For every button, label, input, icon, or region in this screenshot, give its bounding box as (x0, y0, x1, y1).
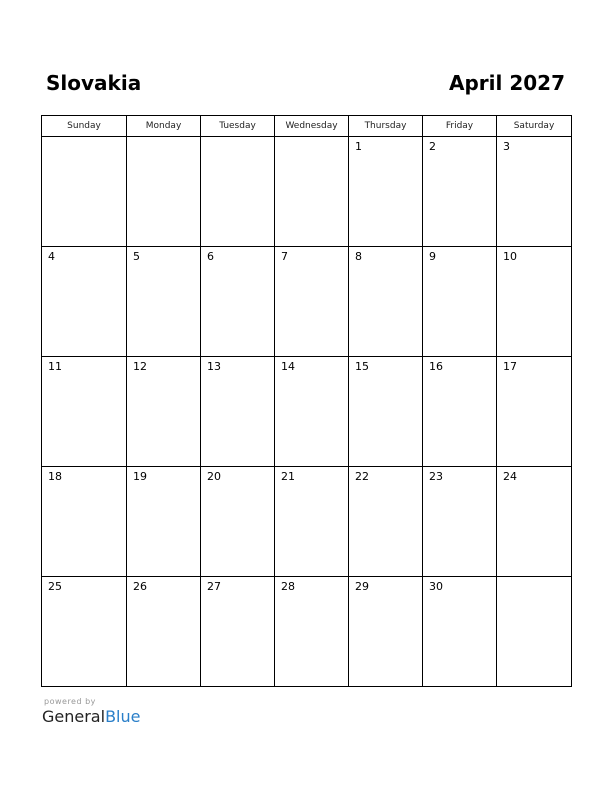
day-cell (201, 577, 275, 687)
day-number: 29 (355, 580, 369, 593)
day-number: 1 (355, 140, 362, 153)
weekday-header: Thursday (349, 116, 423, 137)
day-cell (349, 137, 423, 247)
day-number: 25 (48, 580, 62, 593)
month-year-title: April 2027 (449, 71, 565, 95)
day-cell (275, 357, 349, 467)
weekday-header-row (42, 116, 572, 137)
day-cell (42, 137, 127, 247)
weekday-header: Monday (127, 116, 201, 137)
day-number (42, 137, 126, 140)
day-number: 16 (429, 360, 443, 373)
day-cell (42, 467, 127, 577)
day-cell (497, 137, 572, 247)
day-cell (423, 357, 497, 467)
day-cell (423, 137, 497, 247)
day-cell (497, 247, 572, 357)
weekday-header: Friday (423, 116, 497, 137)
weekday-header: Sunday (42, 116, 127, 137)
week-row (42, 467, 572, 577)
generalblue-logo (42, 707, 140, 726)
day-cell (497, 357, 572, 467)
day-number: 2 (429, 140, 436, 153)
day-number (201, 137, 274, 140)
day-number: 5 (133, 250, 140, 263)
day-number: 21 (281, 470, 295, 483)
weekday-header: Saturday (497, 116, 572, 137)
brand-blue: Blue (105, 707, 141, 726)
week-row (42, 577, 572, 687)
day-number: 10 (503, 250, 517, 263)
day-number: 12 (133, 360, 147, 373)
day-number: 15 (355, 360, 369, 373)
calendar-grid (41, 115, 572, 687)
day-number: 30 (429, 580, 443, 593)
week-row (42, 137, 572, 247)
day-number: 18 (48, 470, 62, 483)
day-cell (201, 247, 275, 357)
day-number: 8 (355, 250, 362, 263)
day-cell (275, 247, 349, 357)
day-number (127, 137, 200, 140)
day-cell (201, 137, 275, 247)
day-number: 17 (503, 360, 517, 373)
day-cell (127, 577, 201, 687)
week-row (42, 357, 572, 467)
powered-by-label: powered by (44, 697, 96, 706)
brand-general: General (42, 707, 106, 726)
day-number: 13 (207, 360, 221, 373)
day-cell (349, 467, 423, 577)
day-cell (275, 137, 349, 247)
day-number (275, 137, 348, 140)
day-cell (423, 467, 497, 577)
day-number: 28 (281, 580, 295, 593)
day-cell (497, 467, 572, 577)
day-number: 4 (48, 250, 55, 263)
day-number: 9 (429, 250, 436, 263)
day-cell (127, 467, 201, 577)
day-number: 6 (207, 250, 214, 263)
day-number: 3 (503, 140, 510, 153)
day-cell (349, 357, 423, 467)
day-cell (423, 247, 497, 357)
day-number: 19 (133, 470, 147, 483)
day-cell (497, 577, 572, 687)
day-cell (349, 577, 423, 687)
weekday-header: Tuesday (201, 116, 275, 137)
week-row (42, 247, 572, 357)
day-number: 23 (429, 470, 443, 483)
day-cell (423, 577, 497, 687)
country-title: Slovakia (46, 71, 142, 95)
day-number: 24 (503, 470, 517, 483)
day-number: 14 (281, 360, 295, 373)
day-cell (127, 137, 201, 247)
weekday-header: Wednesday (275, 116, 349, 137)
day-cell (127, 247, 201, 357)
day-number: 20 (207, 470, 221, 483)
day-cell (42, 577, 127, 687)
day-number: 27 (207, 580, 221, 593)
day-number: 26 (133, 580, 147, 593)
day-cell (42, 247, 127, 357)
day-cell (201, 357, 275, 467)
day-cell (275, 577, 349, 687)
day-cell (201, 467, 275, 577)
day-number: 7 (281, 250, 288, 263)
day-number: 22 (355, 470, 369, 483)
day-cell (127, 357, 201, 467)
day-cell (275, 467, 349, 577)
day-cell (42, 357, 127, 467)
day-cell (349, 247, 423, 357)
day-number (497, 577, 571, 580)
day-number: 11 (48, 360, 62, 373)
